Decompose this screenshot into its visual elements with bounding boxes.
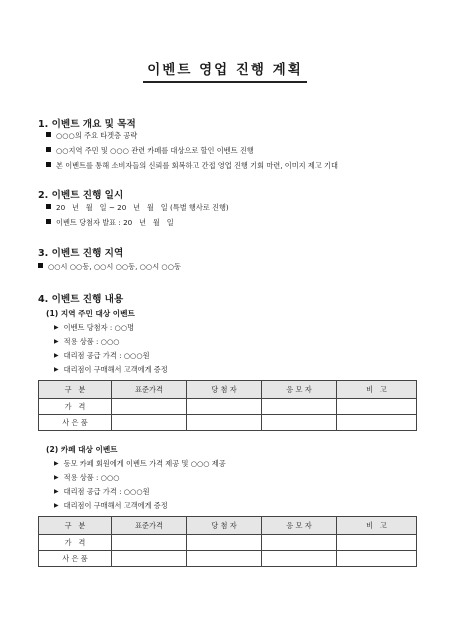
table-cell[interactable] xyxy=(187,535,262,551)
title-wrap xyxy=(0,58,450,83)
list-item: ○○○의 주요 타겟층 공략 xyxy=(46,132,137,139)
table-cell[interactable] xyxy=(112,535,187,551)
table-header-cell: 당 첨 자 xyxy=(187,381,262,399)
table-cell[interactable] xyxy=(262,415,337,431)
row-label-cell: 가 격 xyxy=(39,535,112,551)
section-4-heading: 4. 이벤트 진행 내용 xyxy=(38,294,124,305)
row-label-cell: 사 은 품 xyxy=(39,415,112,431)
triangle-bullet-icon: ▶ xyxy=(54,338,59,345)
list-item: ▶ 동모 카페 회원에게 이벤트 가격 제공 및 ○○○ 제공 xyxy=(54,459,226,468)
section-1-heading: 1. 이벤트 개요 및 목적 xyxy=(38,119,136,130)
table-header-cell: 표준가격 xyxy=(112,517,187,535)
list-item: 본 이벤트를 통해 소비자들의 신뢰를 회복하고 간접 영업 진행 기회 마련, 이미지 제고 기대 xyxy=(46,162,338,169)
table-header-cell: 응 모 자 xyxy=(262,517,337,535)
section-3-heading: 3. 이벤트 진행 지역 xyxy=(38,248,124,259)
table-cell[interactable] xyxy=(337,535,417,551)
table-header-row xyxy=(39,381,417,399)
list-item: ○○지역 주민 및 ○○○ 관련 카페를 대상으로 할인 이벤트 진행 xyxy=(46,147,254,154)
triangle-bullet-icon: ▶ xyxy=(54,502,59,509)
table-cell[interactable] xyxy=(112,399,187,415)
square-bullet-icon xyxy=(46,132,51,137)
square-bullet-icon xyxy=(46,162,51,167)
list-item: ▶ 대리점 공급 가격 : ○○○원 xyxy=(54,487,150,496)
table-cell[interactable] xyxy=(262,551,337,567)
table-cell[interactable] xyxy=(337,551,417,567)
row-label-cell: 사 은 품 xyxy=(39,551,112,567)
table-header-cell: 당 첨 자 xyxy=(187,517,262,535)
triangle-bullet-icon: ▶ xyxy=(54,324,59,331)
table-row xyxy=(39,535,417,551)
event-table-1 xyxy=(38,380,417,431)
square-bullet-icon xyxy=(46,147,51,152)
table-row xyxy=(39,399,417,415)
table-header-cell: 구 분 xyxy=(39,381,112,399)
list-item: ▶ 대리점 공급 가격 : ○○○원 xyxy=(54,351,150,360)
section-2-heading: 2. 이벤트 진행 일시 xyxy=(38,190,124,201)
list-item: ▶ 대리점이 구매해서 고객에게 증정 xyxy=(54,365,168,374)
triangle-bullet-icon: ▶ xyxy=(54,366,59,373)
table-cell[interactable] xyxy=(187,415,262,431)
subsection-1-heading: (1) 지역 주민 대상 이벤트 xyxy=(46,309,135,318)
table-header-cell: 응 모 자 xyxy=(262,381,337,399)
table-cell[interactable] xyxy=(337,415,417,431)
list-item: 이벤트 당첨자 발표 : 20 년 월 일 xyxy=(46,219,174,226)
table-header-row xyxy=(39,517,417,535)
table-row xyxy=(39,551,417,567)
triangle-bullet-icon: ▶ xyxy=(54,352,59,359)
table-header-cell: 비 고 xyxy=(337,517,417,535)
table-header-cell: 표준가격 xyxy=(112,381,187,399)
list-item: ○○시 ○○동, ○○시 ○○동, ○○시 ○○동 xyxy=(38,263,181,270)
event-table-2 xyxy=(38,516,417,567)
row-label-cell: 가 격 xyxy=(39,399,112,415)
table-cell[interactable] xyxy=(337,399,417,415)
table-cell[interactable] xyxy=(112,415,187,431)
table-row xyxy=(39,415,417,431)
table-cell[interactable] xyxy=(187,399,262,415)
table-cell[interactable] xyxy=(187,551,262,567)
triangle-bullet-icon: ▶ xyxy=(54,460,59,467)
table-cell[interactable] xyxy=(262,399,337,415)
list-item: ▶ 적용 상품 : ○○○ xyxy=(54,337,120,346)
square-bullet-icon xyxy=(46,204,51,209)
list-item: 20 년 월 일 ~ 20 년 월 일 (특별 행사로 진행) xyxy=(46,204,229,211)
square-bullet-icon xyxy=(38,263,43,268)
list-item: ▶ 대리점이 구매해서 고객에게 증정 xyxy=(54,501,168,510)
square-bullet-icon xyxy=(46,219,51,224)
triangle-bullet-icon: ▶ xyxy=(54,488,59,495)
triangle-bullet-icon: ▶ xyxy=(54,474,59,481)
list-item: ▶ 이벤트 당첨자 : ○○명 xyxy=(54,323,135,332)
table-cell[interactable] xyxy=(262,535,337,551)
table-cell[interactable] xyxy=(112,551,187,567)
list-item: ▶ 적용 상품 : ○○○ xyxy=(54,473,120,482)
subsection-2-heading: (2) 카페 대상 이벤트 xyxy=(46,445,118,454)
table-header-cell: 구 분 xyxy=(39,517,112,535)
table-header-cell: 비 고 xyxy=(337,381,417,399)
page-title: 이벤트 영업 진행 계획 xyxy=(143,58,306,83)
